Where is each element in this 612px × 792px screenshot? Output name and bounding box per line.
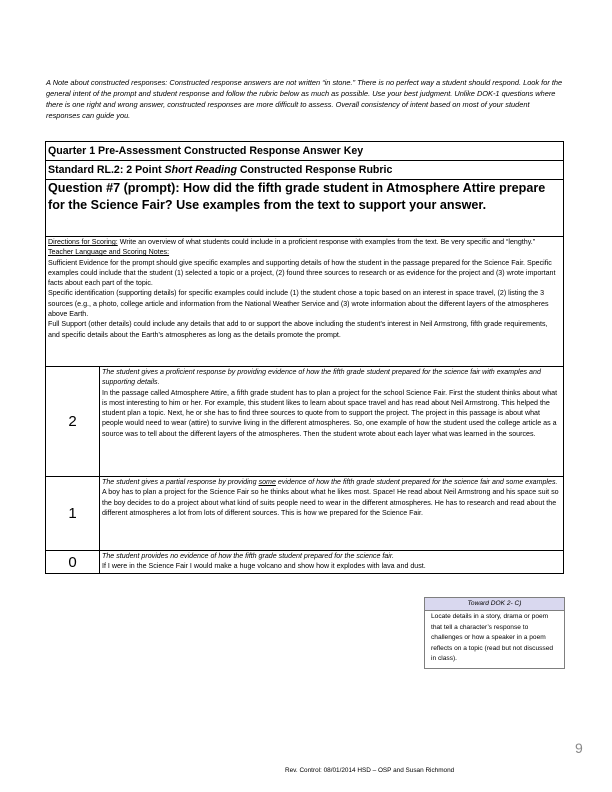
full-support: Full Support (other details) could include any details that add to or support the above including the student’s interest in Neil Armstrong, fifth grade requirements, and specific details about the Earth’s atmospheres as long as the details promote the prompt. bbox=[48, 320, 548, 339]
rubric-lead-2: The student gives a proficient response by providing evidence of how the fifth grade student prepared for the science fair with examples and supporting details. bbox=[102, 368, 541, 387]
answer-key-table bbox=[45, 141, 564, 574]
directions-intro: Write an overview of what students could include in a proficient response with examples from the text. Be very specific and “lengthy.” bbox=[117, 238, 536, 246]
rubric-response-0 bbox=[100, 551, 564, 574]
answer-key-title: Quarter 1 Pre-Assessment Constructed Response Answer Key bbox=[46, 142, 564, 161]
footer-revision: Rev. Control: 08/01/2014 HSD – OSP and Susan Richmond bbox=[285, 767, 455, 774]
dok-description: Locate details in a story, drama or poem that tell a character’s response to challenges or how a speaker in a poem reflects on a topic (read but not discussed in class). bbox=[431, 613, 554, 662]
rubric-row-2 bbox=[46, 367, 564, 477]
score-0: 0 bbox=[46, 551, 100, 574]
rubric-lead-1: The student gives a partial response by providing some evidence of how the fifth grade student prepared for the science fair and some examples. bbox=[102, 478, 558, 486]
rubric-lead-0: The student provides no evidence of how the fifth grade student prepared for the science fair. bbox=[102, 552, 394, 560]
score-1: 1 bbox=[46, 477, 100, 551]
notes-label: Teacher Language and Scoring Notes: bbox=[48, 248, 170, 257]
standard-suffix: Constructed Response Rubric bbox=[236, 164, 393, 176]
constructed-response-note: A Note about constructed responses: Constructed response answers are not written “in stone.” There is no perfect way a student should respond. Look for the general intent of the prompt and student response and follow the rubric below as much as possible. Use your best judgment. Unlike DOK-1 questions where there is one right and wrong answer, constructed responses are more difficult to assess. Overall consistency of intent based on most of your student responses can guide you. bbox=[46, 78, 563, 120]
rubric-response-2 bbox=[100, 367, 564, 477]
directions-label: Directions for Scoring: bbox=[48, 238, 118, 246]
specific-identification: Specific identification (supporting details) for specific examples could include (1) the student chose a topic based on an interest in space travel, (2) listing the 3 sources (e.g., a photo, college article and information from the National Weather Service and (3) wrote information about the different layers of the atmospheres above Earth. bbox=[48, 289, 549, 319]
rubric-row-1 bbox=[46, 477, 564, 551]
score-2: 2 bbox=[46, 367, 100, 477]
scoring-directions bbox=[46, 237, 564, 367]
standard-italic: Short Reading bbox=[164, 164, 237, 176]
question-prompt: Question #7 (prompt): How did the fifth grade student in Atmosphere Attire prepare for the Science Fair? Use examples from the text to support your answer. bbox=[46, 180, 564, 237]
dok-box bbox=[424, 597, 565, 669]
sample-response-0: If I were in the Science Fair I would make a huge volcano and show how it explodes with lava and dust. bbox=[102, 562, 426, 571]
rubric-response-1 bbox=[100, 477, 564, 551]
sample-response-2: In the passage called Atmosphere Attire, a fifth grade student has to plan a project for the school Science Fair. First the student thinks about what is most interesting to him or her. For example, this student likes to learn about space travel and has read about Neil Armstrong. This helped the student plan a topic. Next, he or she has to find three sources to quote from to support the project. The project in this passage is about what people would need to wear (attire) to survive living in the different atmospheres. So, one example of how the student used the college article as a source was to tell about the different layers of the atmospheres. Then the student wrote about each layer what was learned in the sources. bbox=[102, 388, 558, 438]
standard-prefix: Standard RL.2: 2 Point bbox=[48, 164, 165, 176]
dok-title: Toward DOK 2- C) bbox=[425, 598, 564, 611]
sample-response-1: A boy has to plan a project for the Science Fair so he thinks about what he likes most. Space! He read about Neil Armstrong and his space suit so the boy decides to do a project about what kind of suits people need to wear in the different atmospheres. He has to research and read about the different atmospheres a lot from lots of different sources. This is how we prepared for the Science Fair. bbox=[102, 488, 559, 517]
rubric-row-0 bbox=[46, 551, 564, 574]
sufficient-evidence: Sufficient Evidence for the prompt should give specific examples and supporting details of how the student in the passage prepared for the Science Fair. Specific examples could include that the student (1) selected a topic or a project, (2) found three sources to research or as evidence for the project and (3) wrote important facts about each part of the topic. bbox=[48, 258, 556, 288]
page-number: 9 bbox=[575, 740, 583, 756]
standard-heading bbox=[46, 161, 564, 180]
